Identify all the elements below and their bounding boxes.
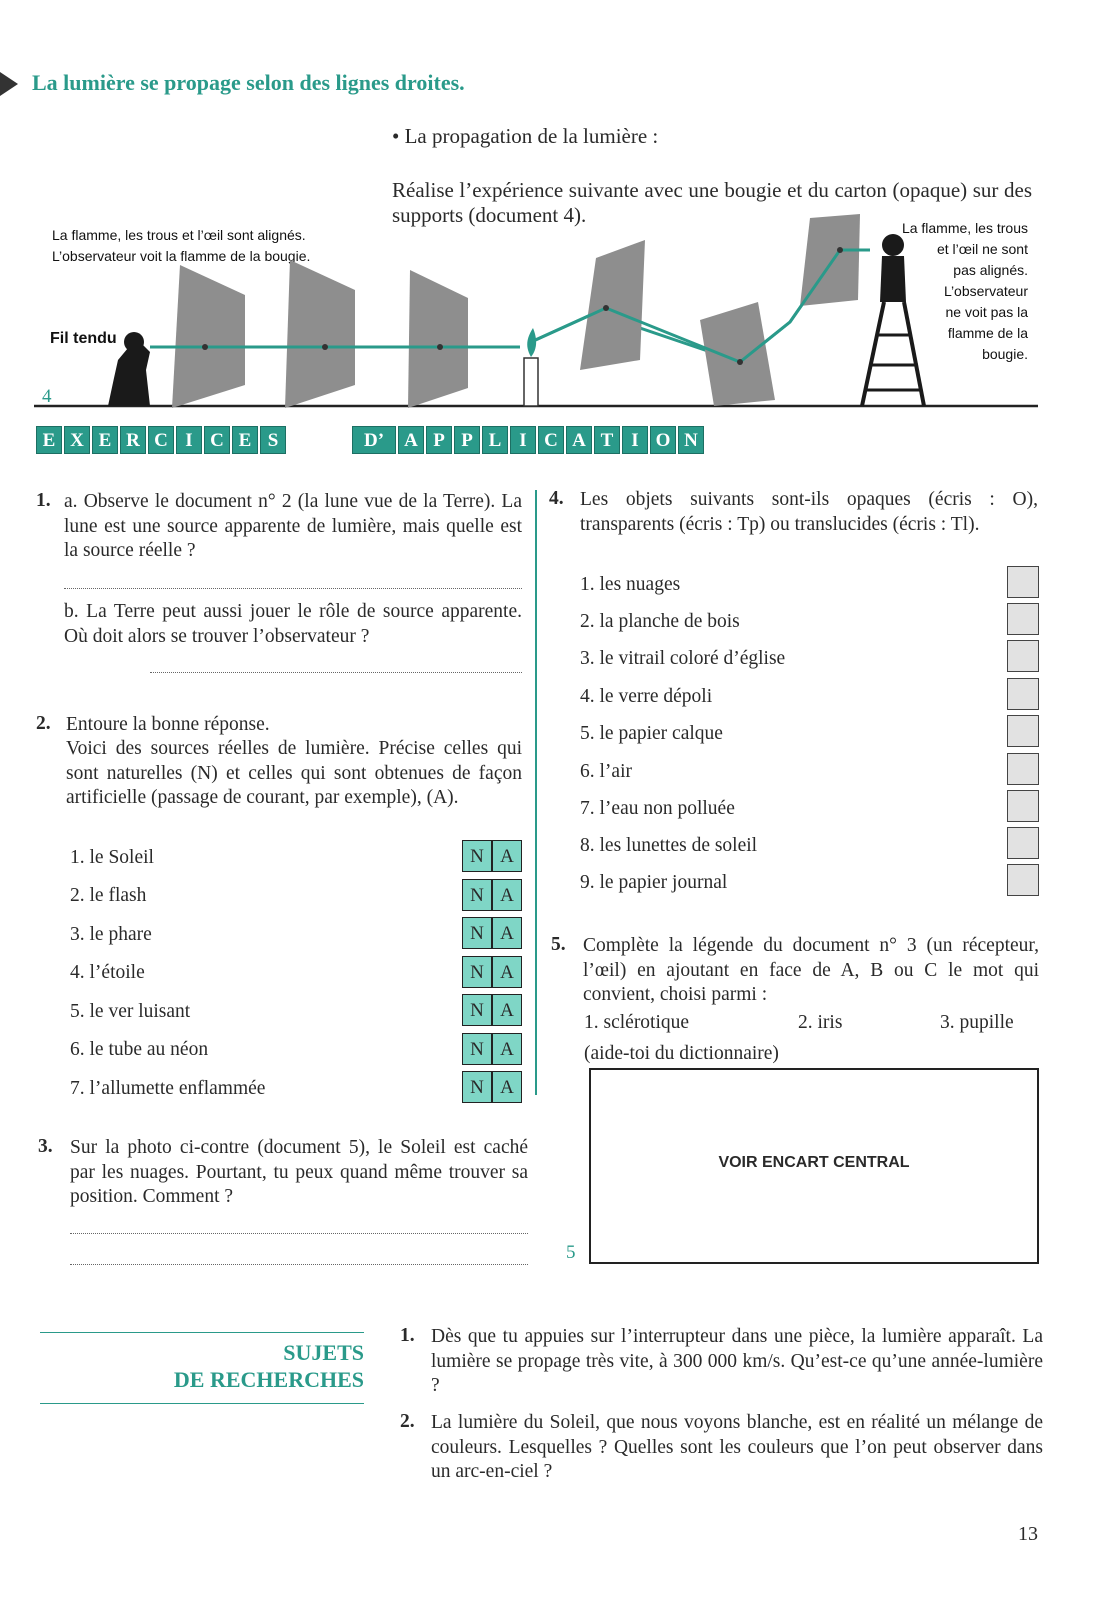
answer-box[interactable] xyxy=(1007,753,1039,785)
na-choice[interactable]: N A xyxy=(462,879,522,911)
answer-box[interactable] xyxy=(1007,640,1039,672)
divider-top xyxy=(40,1332,364,1333)
section-heading: La lumière se propage selon des lignes droites. xyxy=(32,70,465,95)
ex4-item: 1. les nuages xyxy=(580,574,681,595)
candle xyxy=(524,358,538,406)
page-number: 13 xyxy=(1018,1523,1038,1545)
ex4-item: 4. le verre dépoli xyxy=(580,686,713,707)
ex4-item: 3. le vitrail coloré d’église xyxy=(580,648,786,669)
ex5-option: 1. sclérotique xyxy=(584,1012,690,1033)
observer-left xyxy=(108,344,150,406)
ex5-help: (aide-toi du dictionnaire) xyxy=(584,1043,779,1064)
arrow-bullet-icon xyxy=(0,72,18,96)
divider-bottom xyxy=(40,1403,364,1404)
na-choice[interactable]: N A xyxy=(462,1071,522,1103)
ex4-number: 4. xyxy=(549,488,564,509)
experiment-illustration xyxy=(0,210,1116,410)
ex4-item: 8. les lunettes de soleil xyxy=(580,835,758,856)
sujet1-text: Dès que tu appuies sur l’interrupteur dans une pièce, la lumière apparaît. La lumière se propage très vite, à 300 000 km/s. Qu’est-ce qu’une année-lumière ? xyxy=(431,1326,1043,1396)
document-5-number: 5 xyxy=(566,1242,576,1263)
column-divider xyxy=(535,490,537,1095)
sujet2-number: 2. xyxy=(400,1411,415,1432)
answer-box[interactable] xyxy=(1007,715,1039,747)
subsection-title: • La propagation de la lumière : xyxy=(392,124,659,148)
na-choice[interactable]: N A xyxy=(462,956,522,988)
na-choice[interactable]: N A xyxy=(462,994,522,1026)
answer-box[interactable] xyxy=(1007,864,1039,896)
ex3-number: 3. xyxy=(38,1136,53,1157)
ex2-number: 2. xyxy=(36,713,51,734)
ex2-title: Entoure la bonne réponse. xyxy=(66,714,270,735)
ex4-item: 2. la planche de bois xyxy=(580,611,740,632)
exercises-banner: E X E R C I C E S xyxy=(36,426,288,454)
answer-box[interactable] xyxy=(1007,790,1039,822)
ex5-number: 5. xyxy=(551,934,566,955)
figure-number: 4 xyxy=(42,386,52,407)
sujets-heading: SUJETS DE RECHERCHES xyxy=(173,1340,364,1392)
na-choice[interactable]: N A xyxy=(462,1033,522,1065)
observer-right xyxy=(882,234,904,256)
ex3-text: Sur la photo ci-contre (document 5), le Soleil est caché par les nuages. Pourtant, tu peux quand même trouver sa position. Comment ? xyxy=(70,1137,528,1207)
ex2-item: 1. le Soleil xyxy=(70,847,154,868)
card-1 xyxy=(172,265,245,408)
ex4-item: 9. le papier journal xyxy=(580,872,728,893)
answer-box[interactable] xyxy=(1007,566,1039,598)
ex4-item: 6. l’air xyxy=(580,761,632,782)
card-4 xyxy=(580,240,645,370)
ex4-item: 7. l’eau non polluée xyxy=(580,798,735,819)
ex5-text: Complète la légende du document n° 3 (un récepteur, l’œil) en ajoutant en face de A, B ou C le mot qui convient, choisi parmi : xyxy=(583,935,1039,1005)
intro-paragraph: Réalise l’expérience suivante avec une bougie et du carton (opaque) sur des supports (document 4). xyxy=(392,178,1032,227)
ex2-item: 4. l’étoile xyxy=(70,962,145,983)
ex4-text: Les objets suivants sont-ils opaques (écris : O), transparents (écris : Tp) ou translucides (écris : Tl). xyxy=(580,489,1038,535)
ex2-item: 3. le phare xyxy=(70,924,152,945)
ex4-item: 5. le papier calque xyxy=(580,723,723,744)
na-choice[interactable]: N A xyxy=(462,840,522,872)
answer-box[interactable] xyxy=(1007,827,1039,859)
ex1-question-a: a. Observe le document n° 2 (la lune vue de la Terre). La lune est une source apparente de lumière, mais quelle est la source réelle ? xyxy=(64,491,522,561)
card-5 xyxy=(700,302,775,406)
right-caption: La flamme, les trous et l’œil ne sont pas alignés. L’observateur ne voit pas la flamme de la bougie. xyxy=(901,220,1028,362)
left-caption: La flamme, les trous et l’œil sont alignés. L’observateur voit la flamme de la bougie. xyxy=(52,227,311,264)
encart-label: VOIR ENCART CENTRAL xyxy=(718,1154,910,1171)
ex2-item: 5. le ver luisant xyxy=(70,1001,191,1022)
ex2-text: Voici des sources réelles de lumière. Précise celles qui sont naturelles (N) et celles qui sont obtenues de façon artificielle (passage de courant, par exemple), (A). xyxy=(66,738,522,808)
answer-box[interactable] xyxy=(1007,603,1039,635)
ex1-question-b: b. La Terre peut aussi jouer le rôle de source apparente. Où doit alors se trouver l’observateur ? xyxy=(64,601,522,647)
ex1-number: 1. xyxy=(36,490,51,511)
na-choice[interactable]: N A xyxy=(462,917,522,949)
card-2 xyxy=(285,260,355,408)
sujet2-text: La lumière du Soleil, que nous voyons blanche, est en réalité un mélange de couleurs. Lesquelles ? Quelles sont les couleurs que l’on peut observer dans un arc-en-ciel ? xyxy=(431,1412,1043,1482)
application-banner: D’ A P P L I C A T I O N xyxy=(352,426,706,454)
answer-line[interactable] xyxy=(70,1264,528,1265)
ex2-item: 2. le flash xyxy=(70,885,147,906)
sujet1-number: 1. xyxy=(400,1325,415,1346)
ex2-item: 6. le tube au néon xyxy=(70,1039,209,1060)
card-3 xyxy=(408,270,468,408)
ex5-option: 2. iris xyxy=(798,1012,843,1033)
ex2-item: 7. l’allumette enflammée xyxy=(70,1078,266,1099)
answer-line[interactable] xyxy=(70,1233,528,1234)
fil-tendu-label: Fil tendu xyxy=(50,330,117,347)
answer-line[interactable] xyxy=(150,672,522,673)
answer-line[interactable] xyxy=(64,588,522,589)
ex5-option: 3. pupille xyxy=(940,1012,1014,1033)
answer-box[interactable] xyxy=(1007,678,1039,710)
